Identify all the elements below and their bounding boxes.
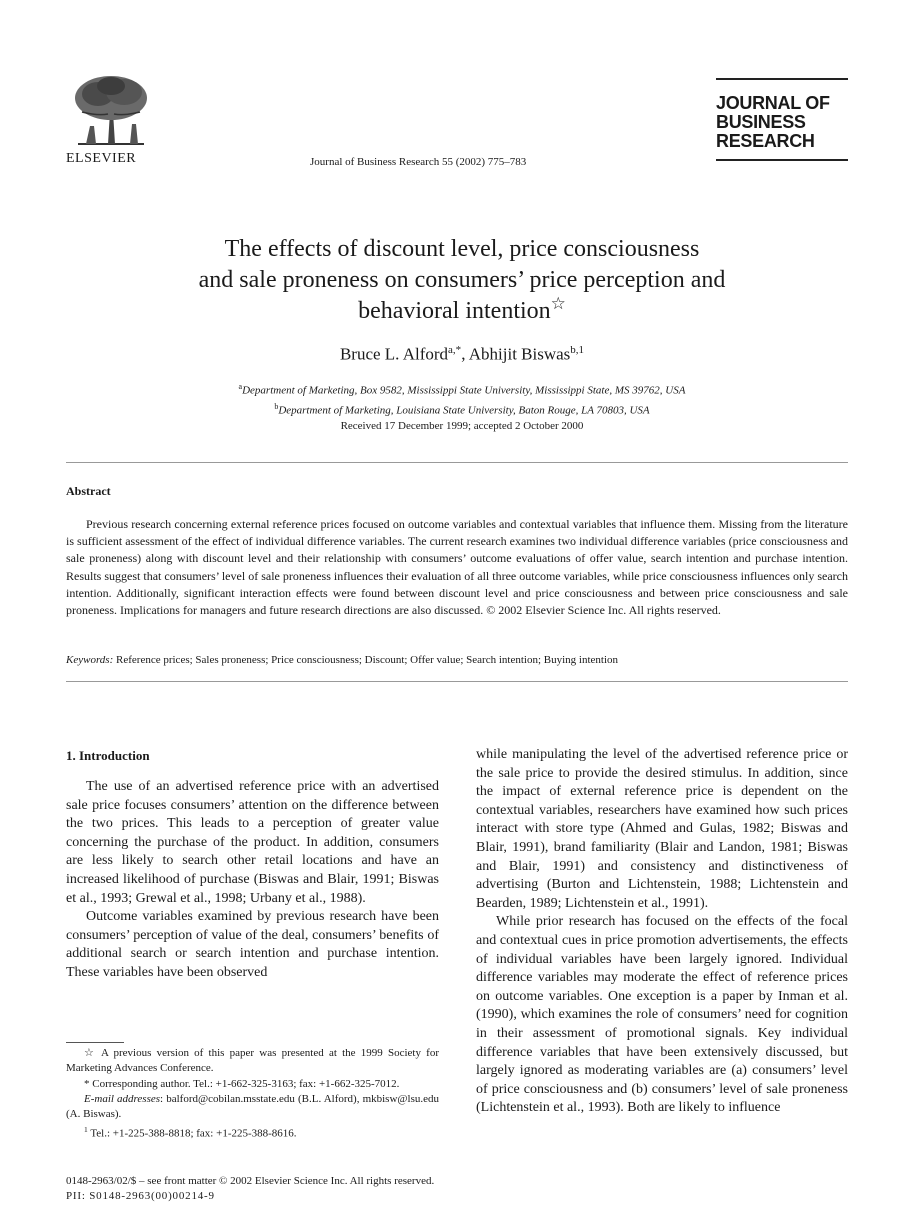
affiliation-mark: a <box>238 382 243 391</box>
footnote-1-mark: 1 <box>84 1125 88 1135</box>
author-name: Abhijit Biswas <box>468 344 571 364</box>
journal-logo-line-3: RESEARCH <box>716 131 815 151</box>
body-paragraph: Outcome variables examined by previous research have been consumers’ perception of value of the deal, consumers’ benefits of additional search or search intention and purchase intention. These variables have been observed <box>66 909 439 980</box>
footnote-1-text: Tel.: +1-225-388-8818; fax: +1-225-388-8616. <box>90 1128 297 1141</box>
copyright-block <box>66 1174 434 1204</box>
elsevier-tree-icon <box>68 72 154 150</box>
title-line-3-text: behavioral intention <box>358 298 551 324</box>
title-line-2: and sale proneness on consumers’ price perception and <box>198 267 726 293</box>
publisher-name: ELSEVIER <box>66 151 137 166</box>
logo-rule-bottom <box>716 159 848 161</box>
journal-logo-line-1: JOURNAL OF <box>716 93 830 113</box>
affiliation-b <box>100 399 824 419</box>
title-line-1: The effects of discount level, price consciousness <box>224 236 700 262</box>
author-affil-sup[interactable]: a,* <box>448 344 462 356</box>
right-column <box>476 746 848 1118</box>
abstract-divider <box>66 681 848 682</box>
email-addresses[interactable]: : balford@cobilan.msstate.edu (B.L. Alford), mkbisw@lsu.edu (A. Biswas). <box>66 1092 440 1121</box>
title-line-3 <box>100 296 824 327</box>
section-heading: 1. Introduction <box>66 748 150 763</box>
body-paragraph: while manipulating the level of the advertised reference price or the sale price to provide the desired stimulus. In addition, since the impact of external reference price is dependent on the contextual variables, researchers have examined how such prices interact with store type (Ahmed and Gulas, 1982; Biswas and Blair, 1991), brand familiarity (Blair and Landon, 1981; Biswas and Blair, 1991) and consistency and distinctiveness of advertising (Burton and Lichtenstein, 1988; Lichtenstein and Bearden, 1989; Lichtenstein et al., 1991). <box>476 747 848 911</box>
email-label: E-mail addresses <box>84 1092 161 1105</box>
footnote-corresponding: * Corresponding author. Tel.: +1-662-325-3163; fax: +1-662-325-7012. <box>84 1077 400 1090</box>
body-paragraph: While prior research has focused on the effects of the focal and contextual cues in price promotion advertisements, the effects of individual variables have been largely ignored. Individual difference variables may moderate the effect of reference prices on outcome variables. One exception is a paper by Inman et al. (1990), which examines the role of consumers’ need for cognition in their assessment of promotional signals. Key individual difference variables that have been extensively discussed, but largely ignored as moderating variables are (a) consumers’ level of price consciousness and (b) consumers’ level of sale proneness (Lichtenstein et al., 1993). Both are likely to influence <box>476 914 848 1116</box>
author-list <box>100 344 824 365</box>
footnote-star-text: A previous version of this paper was presented at the 1999 Society for Marketing Advances Conference. <box>66 1047 439 1075</box>
elsevier-logo <box>66 72 156 172</box>
received-dates: Received 17 December 1999; accepted 2 October 2000 <box>340 420 584 432</box>
keywords-label: Keywords: <box>66 654 114 666</box>
journal-citation: Journal of Business Research 55 (2002) 775–783 <box>310 156 527 168</box>
keywords <box>66 654 848 666</box>
affiliation-mark: b <box>274 401 279 411</box>
abstract-heading: Abstract <box>66 484 111 498</box>
body-paragraph: The use of an advertised reference price with an advertised sale price focuses consumers’ attention on the difference between the two prices. This leads to a perception of greater value concerning the purchase of the product. In addition, consumers are less likely to search other retail locations and have an increased likelihood of purchase (Biswas and Blair, 1991; Biswas et al., 1993; Grewal et al., 1998; Urbany et al., 1988). <box>66 779 439 906</box>
journal-logo <box>716 78 848 161</box>
affiliations <box>100 379 824 418</box>
footnote-star <box>66 1046 439 1077</box>
footnote-divider <box>66 1042 124 1043</box>
affiliation-a <box>100 379 824 399</box>
issn-line: 0148-2963/02/$ – see front matter © 2002 Elsevier Science Inc. All rights reserved. <box>66 1175 435 1187</box>
affiliation-text: Department of Marketing, Louisiana State University, Baton Rouge, LA 70803, USA <box>278 404 650 417</box>
article-title <box>100 234 824 327</box>
journal-logo-line-2: BUSINESS <box>716 112 806 132</box>
author-name: Bruce L. Alford <box>339 344 449 364</box>
title-footnote-star-icon[interactable]: ☆ <box>550 294 566 313</box>
author-affil-sup[interactable]: b,1 <box>570 344 585 356</box>
footnote-1 <box>66 1122 439 1142</box>
header-divider <box>66 462 848 463</box>
logo-rule-top <box>716 78 848 80</box>
left-column <box>66 746 439 983</box>
abstract-text: Previous research concerning external reference prices focused on outcome variables and contextual variables that influence them. Missing from the literature is sufficient assessment of the effect of individual difference variables. The current research examines two individual difference variables (price consciousness and sale proneness) along with discount level and their relationship with consumers’ outcome evaluations of offer value, search intention and purchase intention. Results suggest that consumers’ level of sale proneness influences their evaluation of all three outcome variables, while price consciousness influences only search intention. Additionally, significant interaction effects were found between discount level and price consciousness and between price consciousness and sale proneness. Implications for managers and future research directions are also discussed. © 2002 Elsevier Science Inc. All rights reserved. <box>66 517 848 618</box>
footnotes <box>66 1046 439 1142</box>
pii-line: PII: S0148-2963(00)00214-9 <box>66 1190 215 1202</box>
keywords-list: Reference prices; Sales proneness; Price consciousness; Discount; Offer value; Search intention; Buying intention <box>116 654 619 666</box>
footnote-email <box>66 1092 439 1123</box>
affiliation-text: Department of Marketing, Box 9582, Mississippi State University, Mississippi State, MS 39762, USA <box>242 384 686 397</box>
author-separator: , <box>461 344 469 364</box>
footnote-star-icon: ☆ <box>84 1047 97 1059</box>
